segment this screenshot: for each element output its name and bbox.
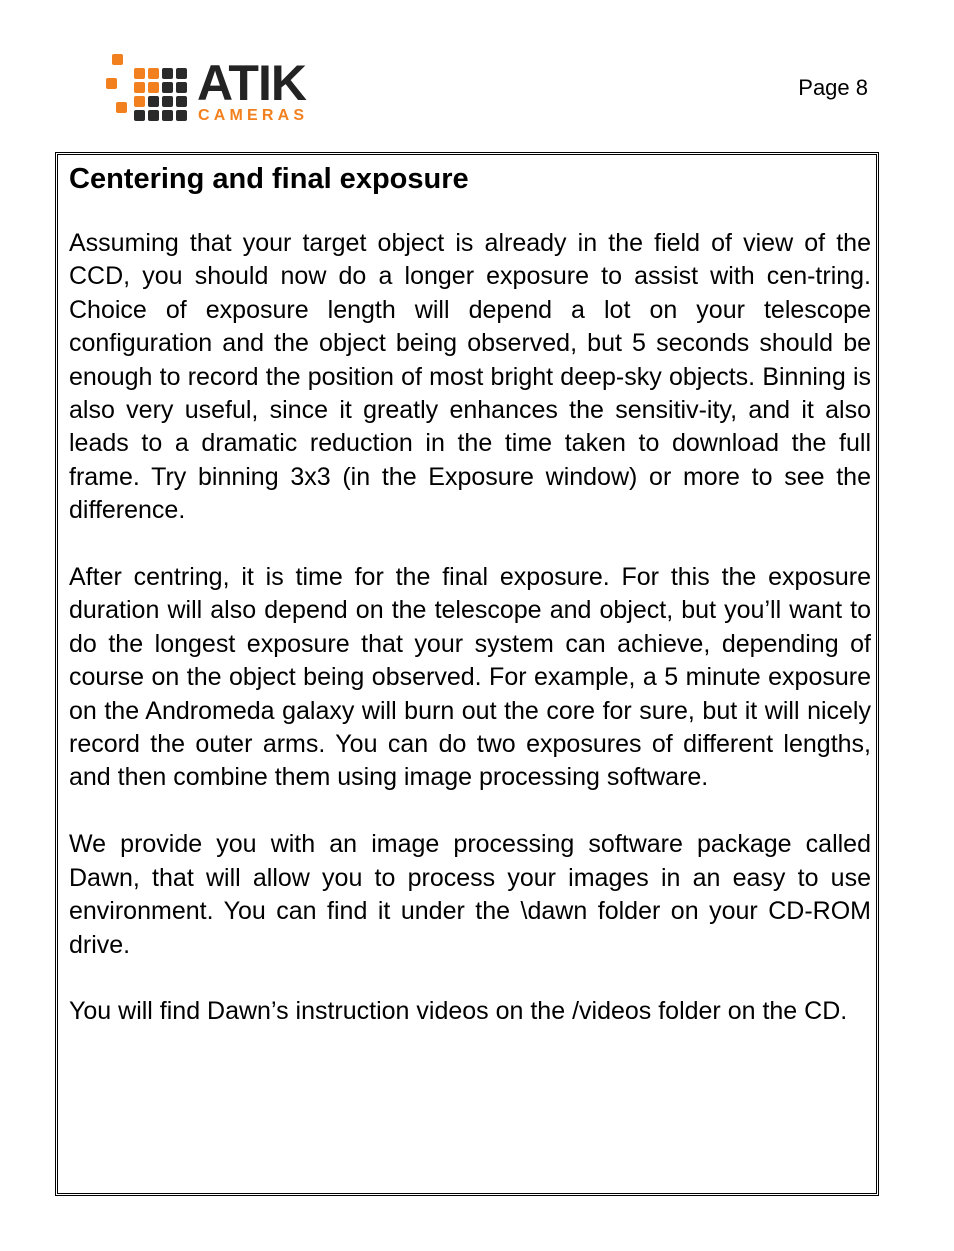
- logo-subtitle: CAMERAS: [198, 107, 309, 124]
- paragraph-dawn-videos: You will find Dawn’s instruction videos on the /videos folder on the CD.: [69, 997, 848, 1026]
- paragraph-centering: Assuming that your target object is already in the field of view of the CCD, you should now do a longer exposure to assist with cen-tring. Choice of exposure length will depend a lot on your telescope configuration and the object being observed, but 5 seconds should be enough to record the position of most bright deep-sky objects. Binning is also very useful, since it greatly enhances the sensitiv-ity, and it also leads to a dramatic reduction in the time taken to download the full frame. Try binning 3x3 (in the Exposure window) or more to see the difference.: [69, 229, 871, 525]
- paragraph-final-exposure: After centring, it is time for the final exposure. For this the exposure duration will also depend on the telescope and object, but you’ll want to do the longest exposure that your system can achieve, depending of course on the object being observed. For example, a 5 minute exposure on the Andromeda galaxy will burn out the core for sure, but it will nicely record the outer arms. You can do two exposures of different lengths, and then combine them using image processing software.: [69, 563, 871, 792]
- logo-squares-icon: [104, 52, 194, 128]
- section-title: Centering and final exposure: [69, 163, 469, 195]
- atik-logo: [104, 52, 316, 128]
- content-frame: [55, 152, 879, 1196]
- paragraph-dawn-software: We provide you with an image processing software package called Dawn, that will allow you to process your images in an easy to use environment. You can find it under the \dawn folder on your CD-ROM drive.: [69, 830, 871, 959]
- logo-wordmark: ATIK: [197, 55, 306, 111]
- section-content: [69, 159, 871, 1029]
- page-number: Page 8: [798, 75, 868, 100]
